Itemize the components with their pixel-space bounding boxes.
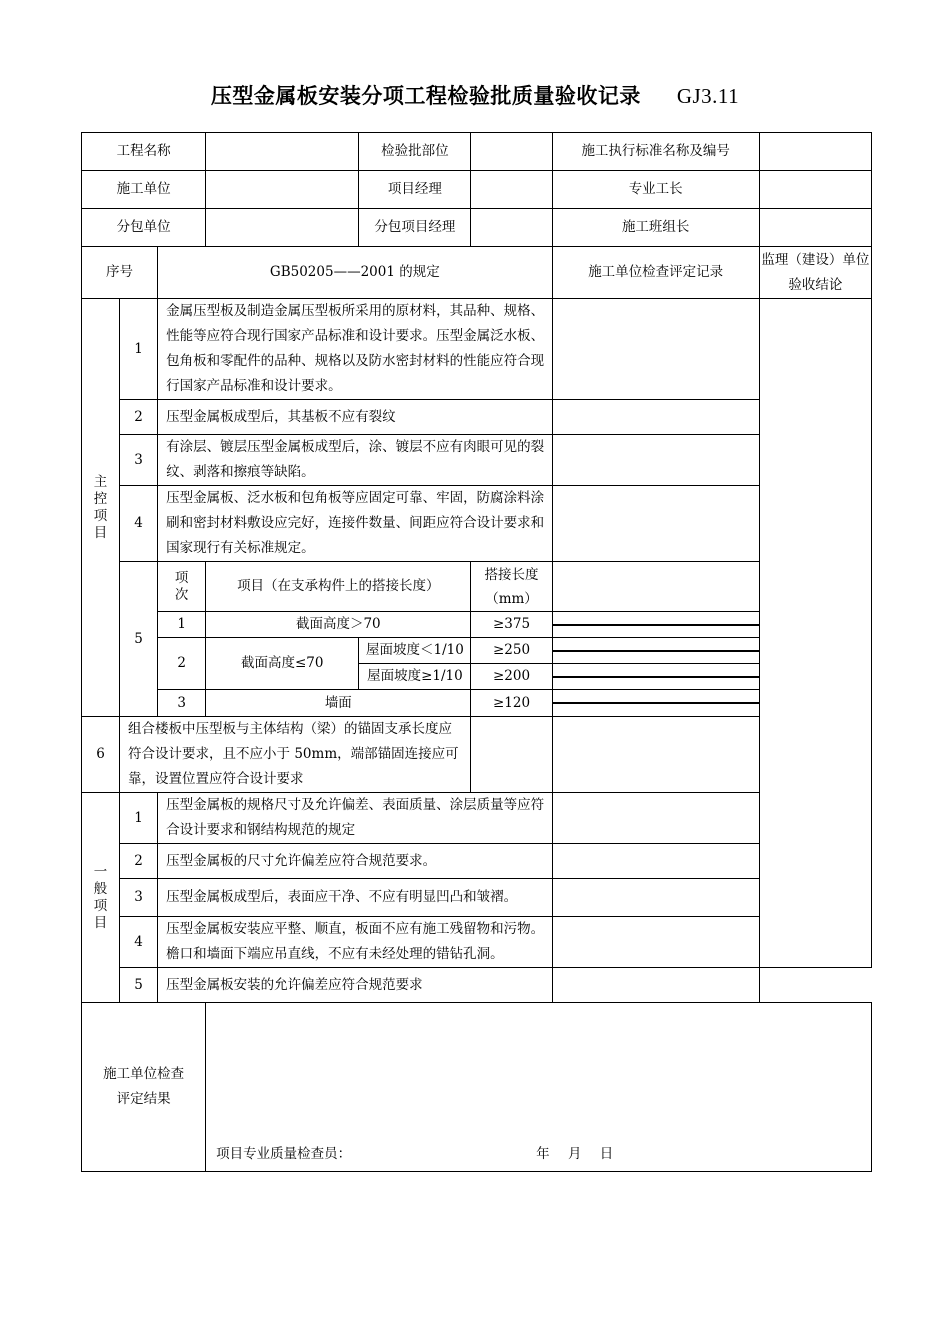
lap-row-3-item: 墙面 <box>206 690 471 717</box>
inspector-label: 项目专业质量检查员： <box>216 1146 352 1162</box>
main-item-5-no: 5 <box>120 562 158 717</box>
page-title <box>0 80 950 110</box>
general-item-4-no: 4 <box>120 917 158 968</box>
general-item-4-check[interactable] <box>552 917 759 968</box>
standard-field[interactable] <box>759 133 871 171</box>
subcontractor-field[interactable] <box>206 209 359 247</box>
general-item-3-no: 3 <box>120 879 158 917</box>
main-item-3-check[interactable] <box>552 435 759 486</box>
lap-row-3-len: ≥120 <box>471 690 552 717</box>
lap-col-len: 搭接长度（mm） <box>471 562 552 612</box>
lap-row-2a-sub: 屋面坡度＜1/10 <box>359 638 471 664</box>
supervision-conclusion[interactable] <box>759 299 871 968</box>
general-item-5-check[interactable] <box>552 968 759 1003</box>
general-item-2-no: 2 <box>120 844 158 879</box>
subcontractor-label: 分包单位 <box>82 209 206 247</box>
contractor-field[interactable] <box>206 171 359 209</box>
main-item-2-no: 2 <box>120 400 158 435</box>
project-name-field[interactable] <box>206 133 359 171</box>
main-item-4-check[interactable] <box>552 486 759 562</box>
general-item-1-text: 压型金属板的规格尺寸及允许偏差、表面质量、涂层质量等应符合设计要求和钢结构规范的规定 <box>158 793 552 844</box>
supervision-header: 监理（建设）单位验收结论 <box>759 247 871 299</box>
lap-row-1-item: 截面高度＞70 <box>206 612 471 638</box>
date-label: 年 月 日 <box>536 1146 614 1162</box>
main-group-label: 主控项目 <box>82 299 120 717</box>
general-item-2-check[interactable] <box>552 844 759 879</box>
lap-row-3-no: 3 <box>158 690 206 717</box>
lap-row-2b-sub: 屋面坡度≥1/10 <box>359 664 471 690</box>
check-header: 施工单位检查评定记录 <box>552 247 759 299</box>
main-item-1-check[interactable] <box>552 299 759 400</box>
sub-manager-field[interactable] <box>471 209 552 247</box>
lap-row-1-no: 1 <box>158 612 206 638</box>
lap-row-2a-records[interactable] <box>552 638 759 664</box>
project-manager-field[interactable] <box>471 171 552 209</box>
inspection-table <box>81 132 872 1172</box>
batch-location-field[interactable] <box>471 133 552 171</box>
lap-col-no: 项次 <box>158 562 206 612</box>
lap-row-2-item: 截面高度≤70 <box>206 638 359 690</box>
seq-header: 序号 <box>82 247 158 299</box>
general-item-5-text: 压型金属板安装的允许偏差应符合规范要求 <box>158 968 552 1003</box>
lap-row-3-records[interactable] <box>552 690 759 717</box>
lap-row-2-no: 2 <box>158 638 206 690</box>
main-item-6-no: 6 <box>82 717 120 793</box>
main-item-3-no: 3 <box>120 435 158 486</box>
lap-row-2b-len: ≥200 <box>471 664 552 690</box>
lap-row-1-len: ≥375 <box>471 612 552 638</box>
general-item-1-no: 1 <box>120 793 158 844</box>
lap-row-2b-records[interactable] <box>552 664 759 690</box>
main-item-2-check[interactable] <box>552 400 759 435</box>
sub-manager-label: 分包项目经理 <box>359 209 471 247</box>
lap-row-1-records[interactable] <box>552 612 759 638</box>
foreman-label: 专业工长 <box>552 171 759 209</box>
form-code: GJ3.11 <box>676 84 740 108</box>
general-item-5-no: 5 <box>120 968 158 1003</box>
main-item-6-text: 组合楼板中压型板与主体结构（梁）的锚固支承长度应符合设计要求，且不应小于 50mm，端部锚固连接应可靠，设置位置应符合设计要求 <box>120 717 471 793</box>
lap-row-2a-len: ≥250 <box>471 638 552 664</box>
main-item-4-text: 压型金属板、泛水板和包角板等应固定可靠、牢固，防腐涂料涂刷和密封材料敷设应完好，连接件数量、间距应符合设计要求和国家现行有关标准规定。 <box>158 486 552 562</box>
main-item-2-text: 压型金属板成型后，其基板不应有裂纹 <box>158 400 552 435</box>
main-item-1-text: 金属压型板及制造金属压型板所采用的原材料，其品种、规格、性能等应符合现行国家产品标准和设计要求。压型金属泛水板、包角板和零配件的品种、规格以及防水密封材料的性能应符合现行国家产品标准和设计要求。 <box>158 299 552 400</box>
project-name-label: 工程名称 <box>82 133 206 171</box>
foreman-field[interactable] <box>759 171 871 209</box>
contractor-label: 施工单位 <box>82 171 206 209</box>
project-manager-label: 项目经理 <box>359 171 471 209</box>
main-item-3-text: 有涂层、镀层压型金属板成型后，涂、镀层不应有肉眼可见的裂纹、剥落和擦痕等缺陷。 <box>158 435 552 486</box>
spec-header: GB50205——2001 的规定 <box>158 247 552 299</box>
title-text: 压型金属板安装分项工程检验批质量验收记录 <box>210 84 641 108</box>
team-leader-field[interactable] <box>759 209 871 247</box>
main-item-5-check-header <box>552 562 759 612</box>
general-item-3-text: 压型金属板成型后，表面应干净、不应有明显凹凸和皱褶。 <box>158 879 552 917</box>
lap-col-item: 项目（在支承构件上的搭接长度） <box>206 562 471 612</box>
result-label: 施工单位检查评定结果 <box>82 1003 206 1172</box>
team-leader-label: 施工班组长 <box>552 209 759 247</box>
result-area[interactable] <box>206 1003 872 1172</box>
general-item-4-text: 压型金属板安装应平整、顺直，板面不应有施工残留物和污物。檐口和墙面下端应吊直线，不应有未经处理的错钻孔洞。 <box>158 917 552 968</box>
standard-label: 施工执行标准名称及编号 <box>552 133 759 171</box>
general-item-3-check[interactable] <box>552 879 759 917</box>
batch-location-label: 检验批部位 <box>359 133 471 171</box>
main-item-6-check[interactable] <box>471 717 552 793</box>
general-item-1-check[interactable] <box>552 793 759 844</box>
main-item-1-no: 1 <box>120 299 158 400</box>
general-item-2-text: 压型金属板的尺寸允许偏差应符合规范要求。 <box>158 844 552 879</box>
main-item-4-no: 4 <box>120 486 158 562</box>
general-group-label: 一般项目 <box>82 793 120 1003</box>
